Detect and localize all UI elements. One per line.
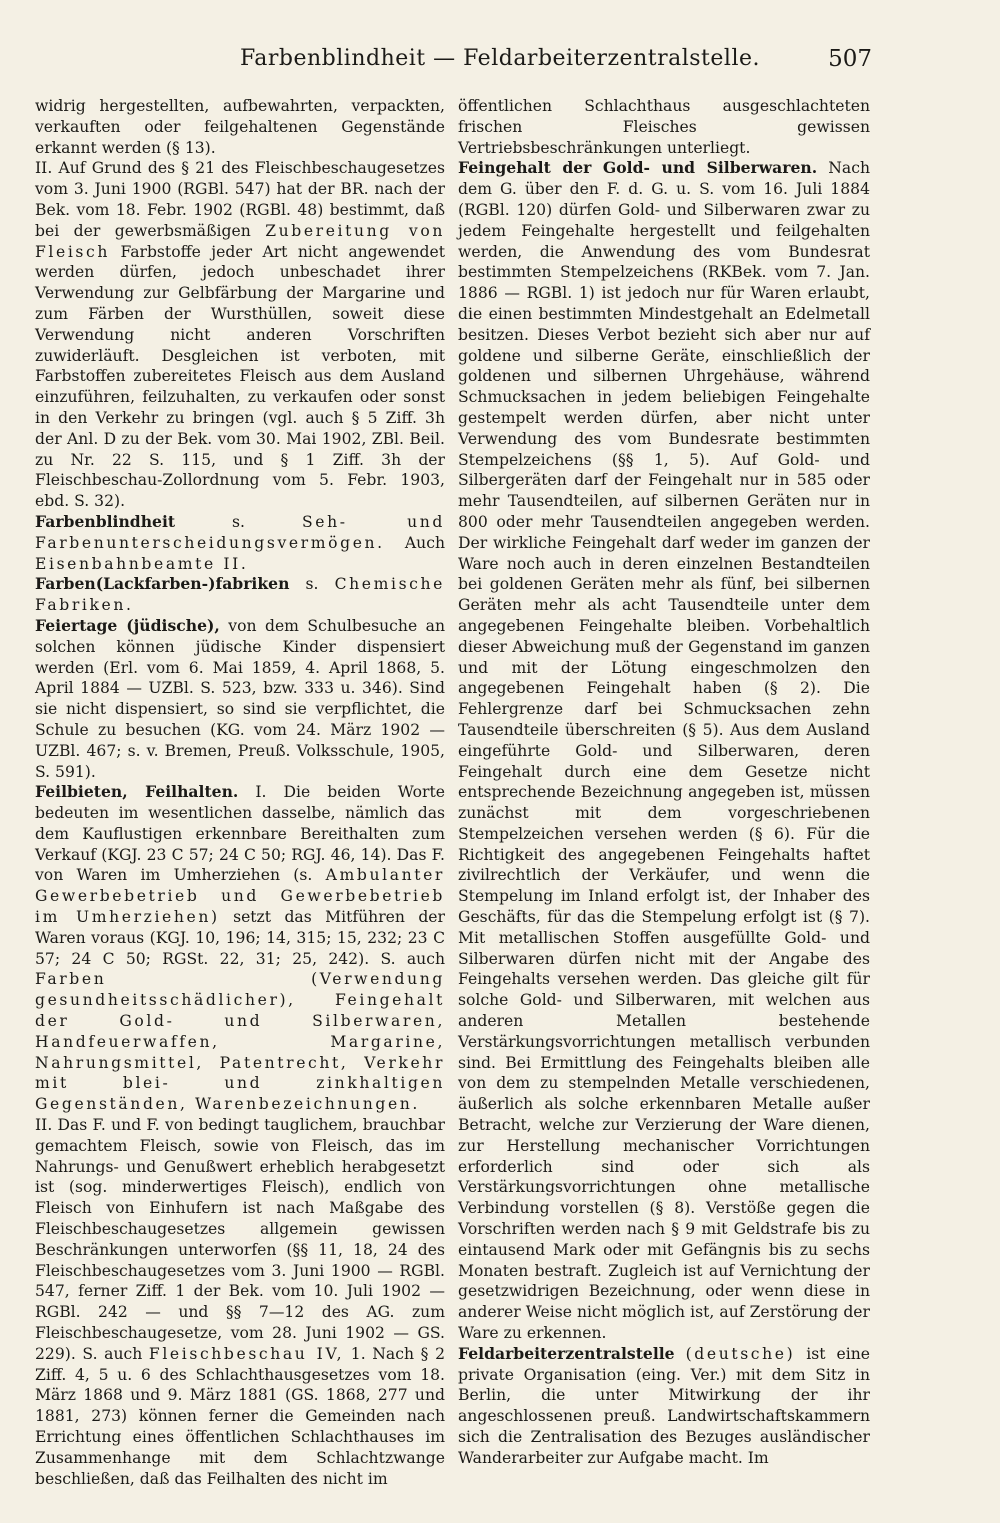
- entry-headword: Feingehalt der Gold- und Silberwaren.: [458, 158, 818, 178]
- spaced-term: (deutsche): [685, 1344, 796, 1363]
- cross-reference: Ambulanter Gewerbebetrieb und Gewerbebetrieb im Umherziehen): [35, 866, 445, 927]
- right-column: [458, 96, 870, 1469]
- cross-reference: Chemische Fabriken.: [35, 575, 445, 615]
- entry: Feiertage (jüdische), von dem Schulbesuche an solchen können jüdische Kinder dispensiert werden (Erl. vom 6. Mai 1859, 4. April 1868, 5. April 1884 — UZBl. S. 523, bzw. 333 u. 346). Sind sie nicht dispensiert, so sind sie verpflichtet, die Schule zu besuchen (KG. vom 24. März 1902 — UZBl. 467; s. v. Bremen, Preuß. Volksschule, 1905, S. 591).: [35, 615, 445, 781]
- entry-headword: Feilbieten, Feilhalten.: [35, 782, 239, 802]
- paragraph: II. Das F. und F. von bedingt tauglichem, brauchbar gemachtem Fleisch, sowie von Fleisch, das im Nahrungs- und Genußwert erheblich herabgesetzt ist (sog. minderwertiges Fleisch), endlich von Fleisch von Einhufern ist nach Maßgabe des Fleischbeschaugesetzes allgemein gewissen Beschränkungen unterworfen (§§ 11, 18, 24 des Fleischbeschaugesetzes vom 3. Juni 1900 — RGBl. 547, ferner Ziff. 1 der Bek. vom 10. Juli 1902 — RGBl. 242 — und §§ 7—12 des AG. zum Fleischbeschaugesetze, vom 28. Juni 1902 — GS. 229). S. auch Fleischbeschau IV, 1. Nach § 2 Ziff. 4, 5 u. 6 des Schlachthausgesetzes vom 18. März 1868 und 9. März 1881 (GS. 1868, 277 und 1881, 273) können ferner die Gemeinden nach Errichtung eines öffentlichen Schlachthauses im Zusammenhange mit dem Schlachtzwange beschließen, daß das Feilhalten des nicht im: [35, 1116, 445, 1488]
- entry-headword: Feiertage (jüdische),: [35, 615, 220, 635]
- entry-headword: Feldarbeiterzentralstelle: [458, 1343, 675, 1363]
- page-number: 507: [828, 46, 872, 72]
- entry: Feingehalt der Gold- und Silberwaren. Nach dem G. über den F. d. G. u. S. vom 16. Juli 1884 (RGBl. 120) dürfen Gold- und Silberwaren zwar zu jedem Feingehalte hergestellt und feilgehalten werden, die Anwendung des vom Bundesrat bestimmten Stempelzeichens (RKBek. vom 7. Jan. 1886 — RGBl. 1) ist jedoch nur für Waren erlaubt, die einen bestimmten Mindestgehalt an Edelmetall besitzen. Dieses Verbot bezieht sich aber nur auf goldene und silberne Geräte, einschließlich der goldenen und silbernen Uhrgehäuse, während Schmucksachen in jedem beliebigen Feingehalte gestempelt werden dürfen, aber nicht unter Verwendung des vom Bundesrate bestimmten Stempelzeichens (§§ 1, 5). Auf Gold- und Silbergeräten darf der Feingehalt nur in 585 oder mehr Tausendteilen, auf silbernen Geräten nur in 800 oder mehr Tausendteilen angegeben werden. Der wirkliche Feingehalt darf weder im ganzen der Ware noch auch in deren einzelnen Bestandteilen bei goldenen Geräten mehr als fünf, bei silbernen Geräten mehr als acht Tausendteile unter dem angegebenen Feingehalte bleiben. Vorbehaltlich dieser Abweichung muß der Gegenstand im ganzen und mit der Lötung eingeschmolzen den angegebenen Feingehalt haben (§ 2). Die Fehlergrenze darf bei Schmucksachen zehn Tausendteile überschreiten (§ 5). Aus dem Ausland eingeführte Gold- und Silberwaren, deren Feingehalt durch eine dem Gesetze nicht entsprechende Bezeichnung angegeben ist, müssen zunächst mit dem vorgeschriebenen Stempelzeichen versehen werden (§ 6). Für die Richtigkeit des angegebenen Feingehalts haftet zivilrechtlich der Verkäufer, und wenn die Stempelung im Inland erfolgt ist, der Inhaber des Geschäfts, für das die Stempelung erfolgt ist (§ 7). Mit metallischen Stoffen ausgefüllte Gold- und Silberwaren dürfen nicht mit der Angabe des Feingehalts versehen werden. Das gleiche gilt für solche Gold- und Silberwaren, mit welchen aus anderen Metallen bestehende Verstärkungsvorrichtungen metallisch verbunden sind. Bei Ermittlung des Feingehalts bleiben alle von dem zu stempelnden Metalle verschiedenen, äußerlich als solche erkennbaren Metalle außer Betracht, welche zur Verzierung der Ware dienen, zur Herstellung mechanischer Vorrichtungen erforderlich sind oder sich als Verstärkungsvorrichtungen ohne metallische Verbindung vorstellen (§ 8). Verstöße gegen die Vorschriften werden nach § 9 mit Geldstrafe bis zu eintausend Mark oder mit Gefängnis bis zu sechs Monaten bestraft. Zugleich ist auf Vernichtung der gesetzwidrigen Bezeichnung, oder wenn diese in anderer Weise nicht möglich ist, auf Zerstörung der Ware zu erkennen.: [458, 158, 870, 1343]
- running-head: [0, 46, 1000, 86]
- left-column: [35, 96, 445, 1489]
- entry-headword: Farbenblindheit: [35, 511, 176, 531]
- entry-headword: Farben(Lackfarben-)fabriken: [35, 574, 290, 594]
- entry: Feilbieten, Feilhalten. I. Die beiden Worte bedeuten im wesentlichen dasselbe, nämlich das dem Kauflustigen erkennbare Bereithalten zum Verkauf (KGJ. 23 C 57; 24 C 50; RGJ. 46, 14). Das F. von Waren im Umherziehen (s. Ambulanter Gewerbebetrieb und Gewerbebetrieb im Umherziehen) setzt das Mitführen der Waren voraus (KGJ. 10, 196; 14, 315; 15, 232; 23 C 57; 24 C 50; RGSt. 22, 31; 25, 242). S. auch Farben (Verwendung gesundheitsschädlicher), Feingehalt der Gold- und Silberwaren, Handfeuerwaffen, Margarine, Nahrungsmittel, Patentrecht, Verkehr mit blei- und zinkhaltigen Gegenständen, Warenbezeichnungen.: [35, 782, 445, 1114]
- cross-reference: Farben (Verwendung gesundheitsschädlicher), Feingehalt der Gold- und Silberwaren, Handfeuerwaffen, Margarine, Nahrungsmittel, Patentrecht, Verkehr mit blei- und zinkhaltigen Gegenständen, Warenbezeichnungen.: [35, 970, 445, 1114]
- paragraph: öffentlichen Schlachthaus ausgeschlachteten frischen Fleisches gewissen Vertriebsbeschränkungen unterliegt.: [458, 97, 870, 157]
- cross-reference: Fleischbeschau IV,: [148, 1344, 345, 1363]
- entry: Farben(Lackfarben-)fabriken s. Chemische Fabriken.: [35, 574, 445, 615]
- section-numeral: II.: [35, 159, 53, 178]
- spaced-term: Zubereitung von Fleisch: [35, 221, 445, 261]
- entry: Feldarbeiterzentralstelle (deutsche) ist eine private Organisation (eing. Ver.) mit dem Sitz in Berlin, die unter Mitwirkung der ihr angeschlossenen preuß. Landwirtschaftskammern sich die Zentralisation des Bezuges ausländischer Wanderarbeiter zur Aufgabe macht. Im: [458, 1343, 870, 1467]
- cross-reference: Eisenbahnbeamte II.: [35, 554, 249, 573]
- paragraph: widrig hergestellten, aufbewahrten, verpackten, verkauften oder feilgehaltenen Gegenstände erkannt werden (§ 13).: [35, 97, 445, 157]
- entry: Farbenblindheit s. Seh- und Farbenunterscheidungsvermögen. Auch Eisenbahnbeamte II.: [35, 511, 445, 573]
- cross-reference: Seh- und Farbenunterscheidungsvermögen.: [35, 512, 445, 552]
- running-title: Farbenblindheit — Feldarbeiterzentralstelle.: [239, 46, 760, 71]
- paragraph: II. Auf Grund des § 21 des Fleischbeschaugesetzes vom 3. Juni 1900 (RGBl. 547) hat der BR. nach der Bek. vom 18. Febr. 1902 (RGBl. 48) bestimmt, daß bei der gewerbsmäßigen Zubereitung von Fleisch Farbstoffe jeder Art nicht angewendet werden dürfen, jedoch unbeschadet ihrer Verwendung zur Gelbfärbung der Margarine und zum Färben der Wursthüllen, soweit diese Verwendung nicht anderen Vorschriften zuwiderläuft. Desgleichen ist verboten, mit Farbstoffen zubereitetes Fleisch aus dem Ausland einzuführen, feilzuhalten, zu verkaufen oder sonst in den Verkehr zu bringen (vgl. auch § 5 Ziff. 3h der Anl. D zu der Bek. vom 30. Mai 1902, ZBl. Beil. zu Nr. 22 S. 115, und § 1 Ziff. 3h der Fleischbeschau-Zollordnung vom 5. Febr. 1903, ebd. S. 32).: [35, 159, 445, 511]
